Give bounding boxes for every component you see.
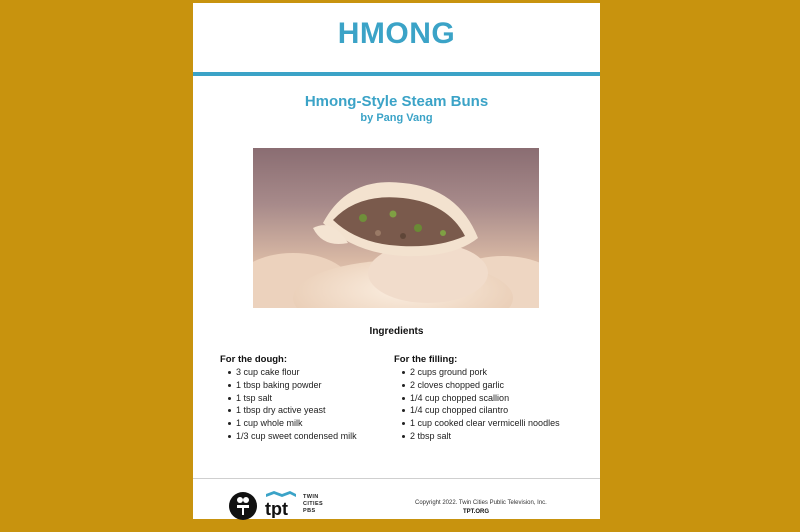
dough-column	[220, 354, 357, 443]
footer	[193, 479, 600, 519]
steamed-bun-photo	[253, 148, 539, 308]
filling-list	[394, 366, 560, 443]
tpt-brand-text: TWIN CITIES PBS	[303, 494, 324, 514]
list-item: 1 cup cooked clear vermicelli noodles	[402, 417, 560, 430]
pbs-logo-icon	[229, 492, 257, 520]
recipe-author: by Pang Vang	[360, 112, 433, 124]
tpt-logo-text: tpt	[265, 499, 288, 518]
list-item: 1 cup whole milk	[228, 417, 357, 430]
dough-list	[220, 366, 357, 443]
list-item: 1 tsp salt	[228, 392, 357, 405]
filling-heading: For the filling:	[394, 354, 458, 365]
list-item: 2 cloves chopped garlic	[402, 379, 560, 392]
header-divider	[193, 72, 600, 76]
header-title: HMONG	[337, 17, 456, 50]
list-item: 2 tbsp salt	[402, 430, 560, 443]
list-item: 2 cups ground pork	[402, 366, 560, 379]
ingredients-heading: Ingredients	[369, 326, 424, 337]
copyright-text: Copyright 2022. Twin Cities Public Television, Inc.	[415, 500, 547, 506]
recipe-title: Hmong-Style Steam Buns	[304, 93, 489, 110]
list-item: 3 cup cake flour	[228, 366, 357, 379]
list-item: 1 tbsp dry active yeast	[228, 404, 357, 417]
site-link[interactable]: TPT.ORG	[463, 509, 490, 515]
tpt-logo-icon	[264, 490, 298, 518]
list-item: 1/3 cup sweet condensed milk	[228, 430, 357, 443]
recipe-page	[193, 3, 600, 519]
filling-column	[394, 354, 560, 443]
list-item: 1/4 cup chopped cilantro	[402, 404, 560, 417]
list-item: 1 tbsp baking powder	[228, 379, 357, 392]
dough-heading: For the dough:	[220, 354, 288, 365]
list-item: 1/4 cup chopped scallion	[402, 392, 560, 405]
